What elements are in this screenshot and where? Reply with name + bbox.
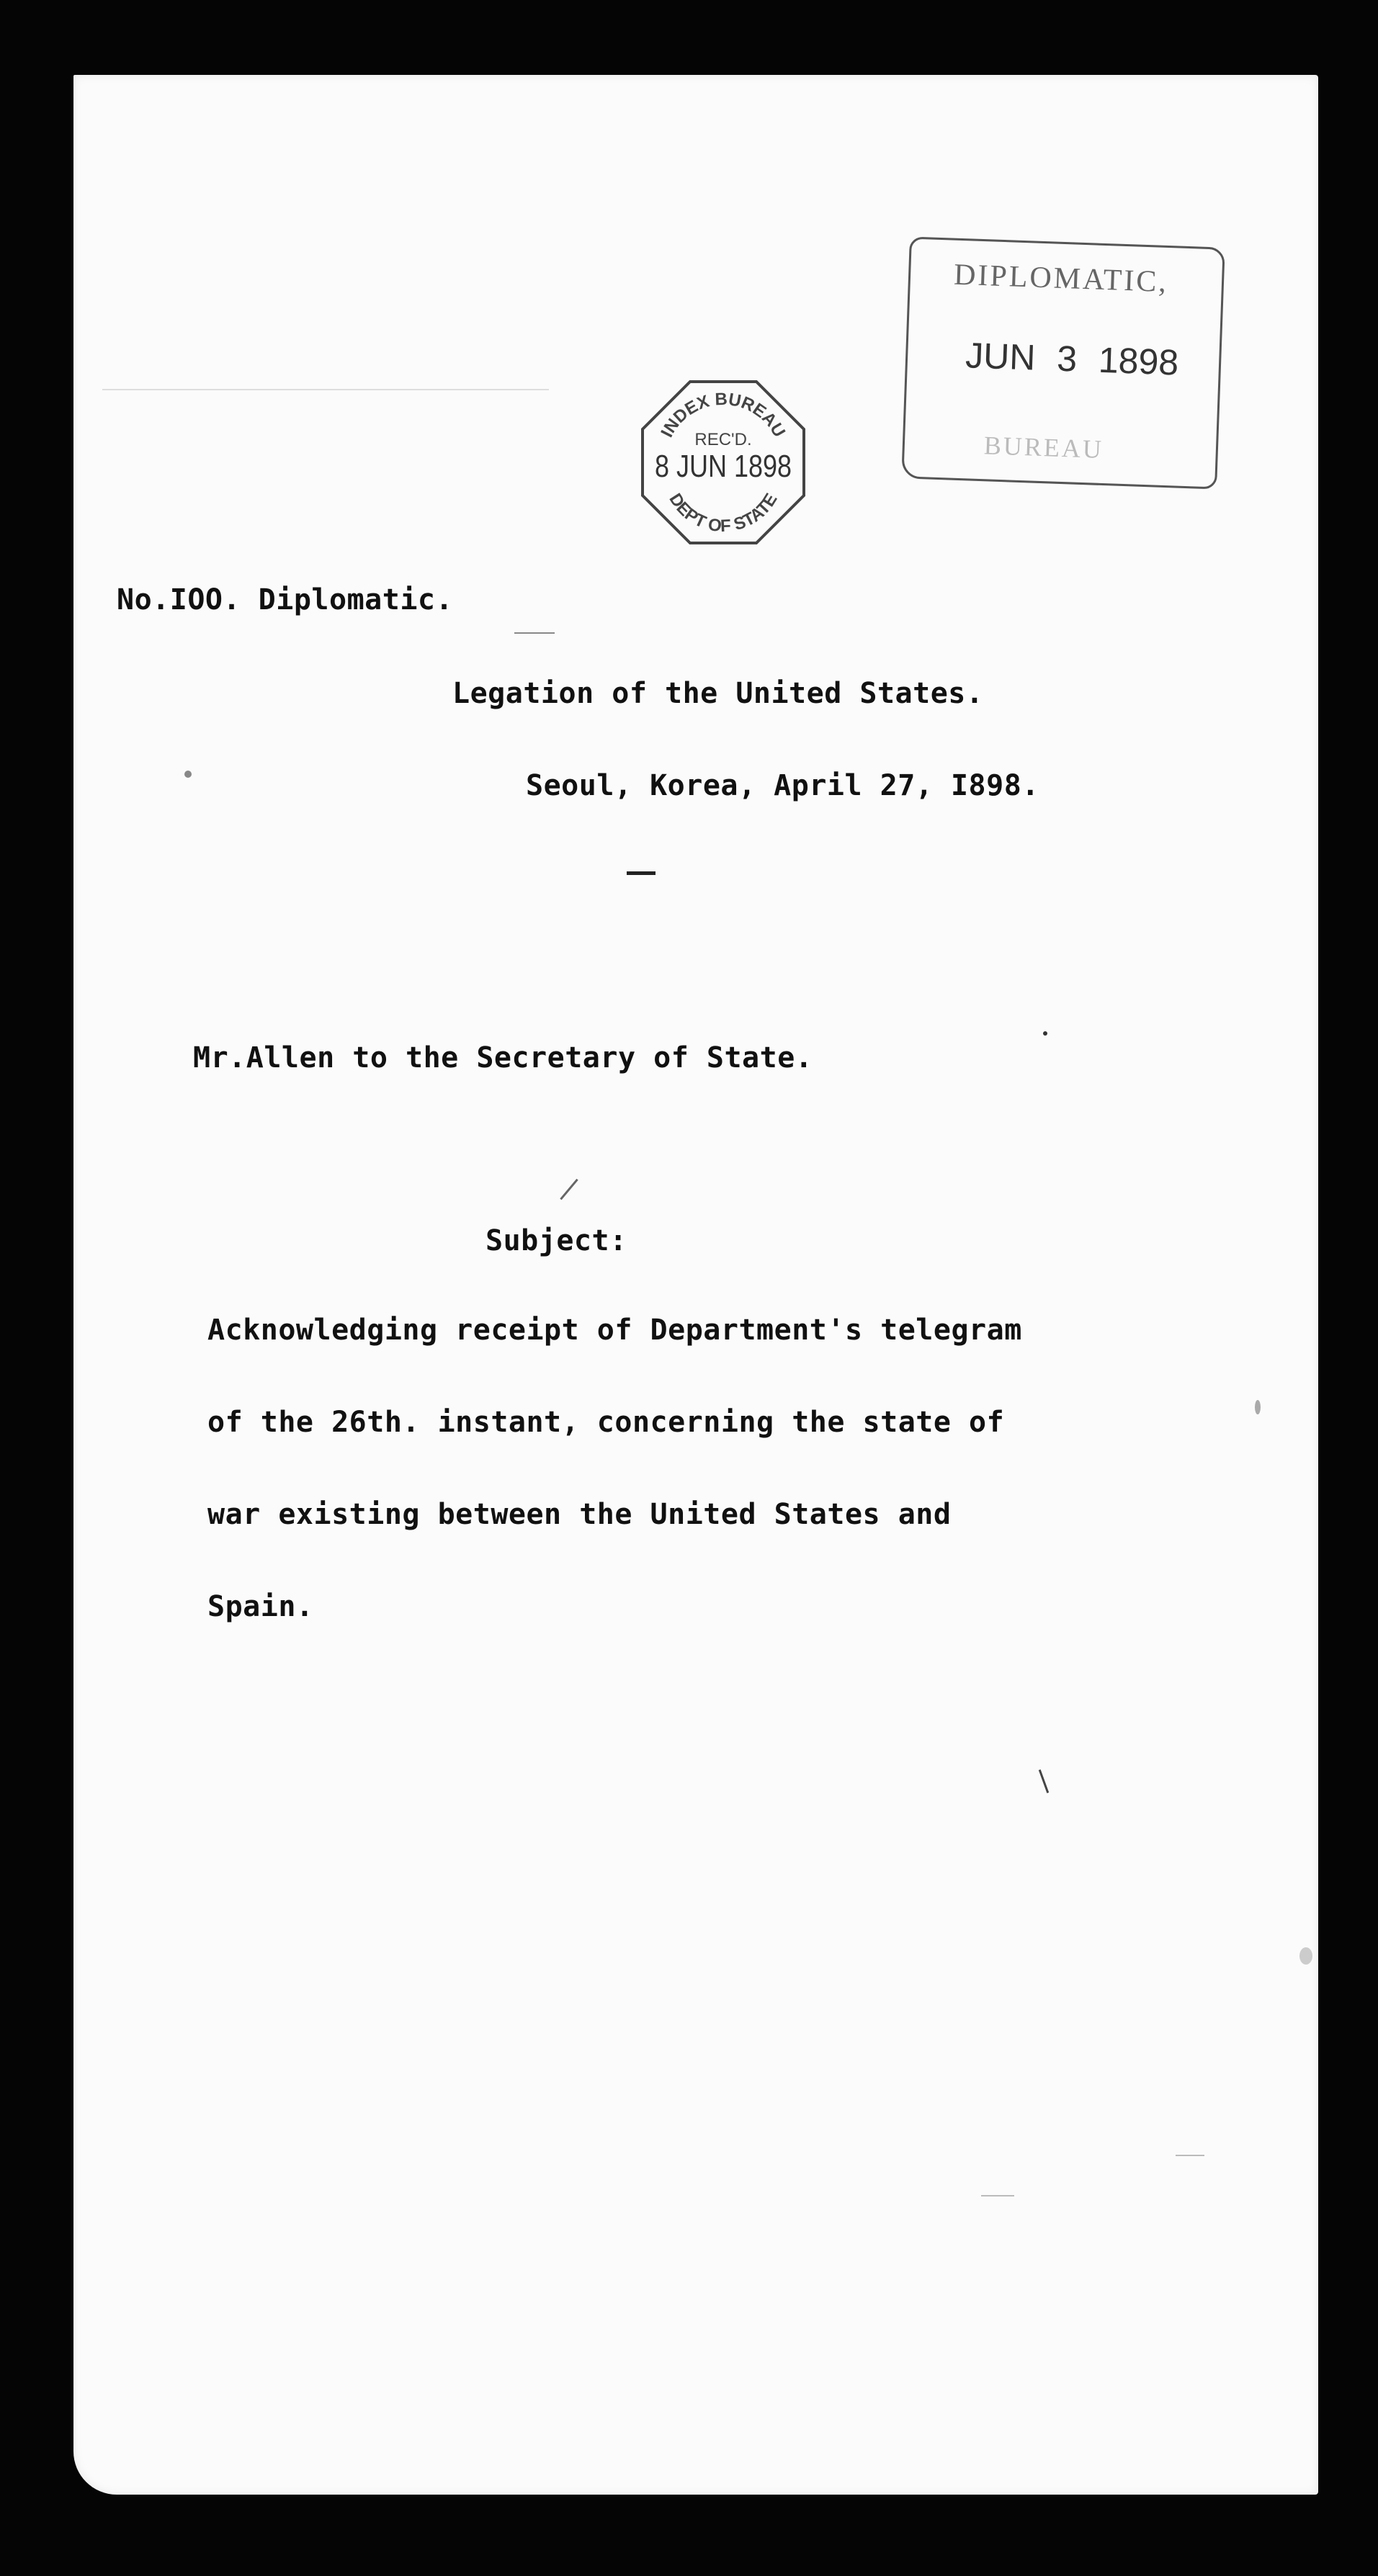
subject-heading: Subject: — [486, 1224, 627, 1257]
paper-speck — [1299, 1947, 1312, 1965]
subject-line: Spain. — [207, 1590, 314, 1623]
stamp-index-ring-bottom: DEPT OF STATE — [665, 490, 782, 537]
fold-line — [102, 389, 549, 390]
paper-speck — [1043, 1031, 1047, 1036]
place-and-date: Seoul, Korea, April 27, I898. — [526, 769, 1039, 802]
stamp-diplomatic-date: JUN 3 1898 — [965, 335, 1180, 383]
legation-heading: Legation of the United States. — [452, 677, 984, 710]
diplomatic-received-stamp — [901, 236, 1225, 489]
stamp-index-date: 8 JUN 1898 — [655, 449, 792, 484]
subject-line: of the 26th. instant, concerning the state of — [207, 1406, 1005, 1439]
ink-mark — [981, 2195, 1014, 2196]
stamp-diplomatic-title: DIPLOMATIC, — [953, 258, 1169, 300]
stamp-diplomatic-bureau: BUREAU — [983, 431, 1104, 465]
subject-line: Acknowledging receipt of Department's telegram — [207, 1314, 1022, 1347]
subject-line: war existing between the United States and — [207, 1498, 952, 1531]
ink-mark — [560, 1179, 578, 1201]
paper-speck — [184, 771, 192, 778]
paper-speck — [1255, 1400, 1261, 1414]
ink-mark — [1176, 2155, 1204, 2156]
stamp-index-recd: REC'D. — [694, 430, 752, 449]
stamp-index-ring-top: INDEX BUREAU — [657, 389, 789, 441]
index-bureau-stamp — [637, 376, 810, 549]
ink-mark — [1039, 1769, 1049, 1793]
ink-mark — [627, 871, 656, 875]
paper-sheet — [73, 75, 1318, 2495]
addressee-line: Mr.Allen to the Secretary of State. — [193, 1041, 813, 1074]
dispatch-number: No.IOO. Diplomatic. — [117, 583, 454, 616]
ink-mark — [514, 632, 555, 634]
